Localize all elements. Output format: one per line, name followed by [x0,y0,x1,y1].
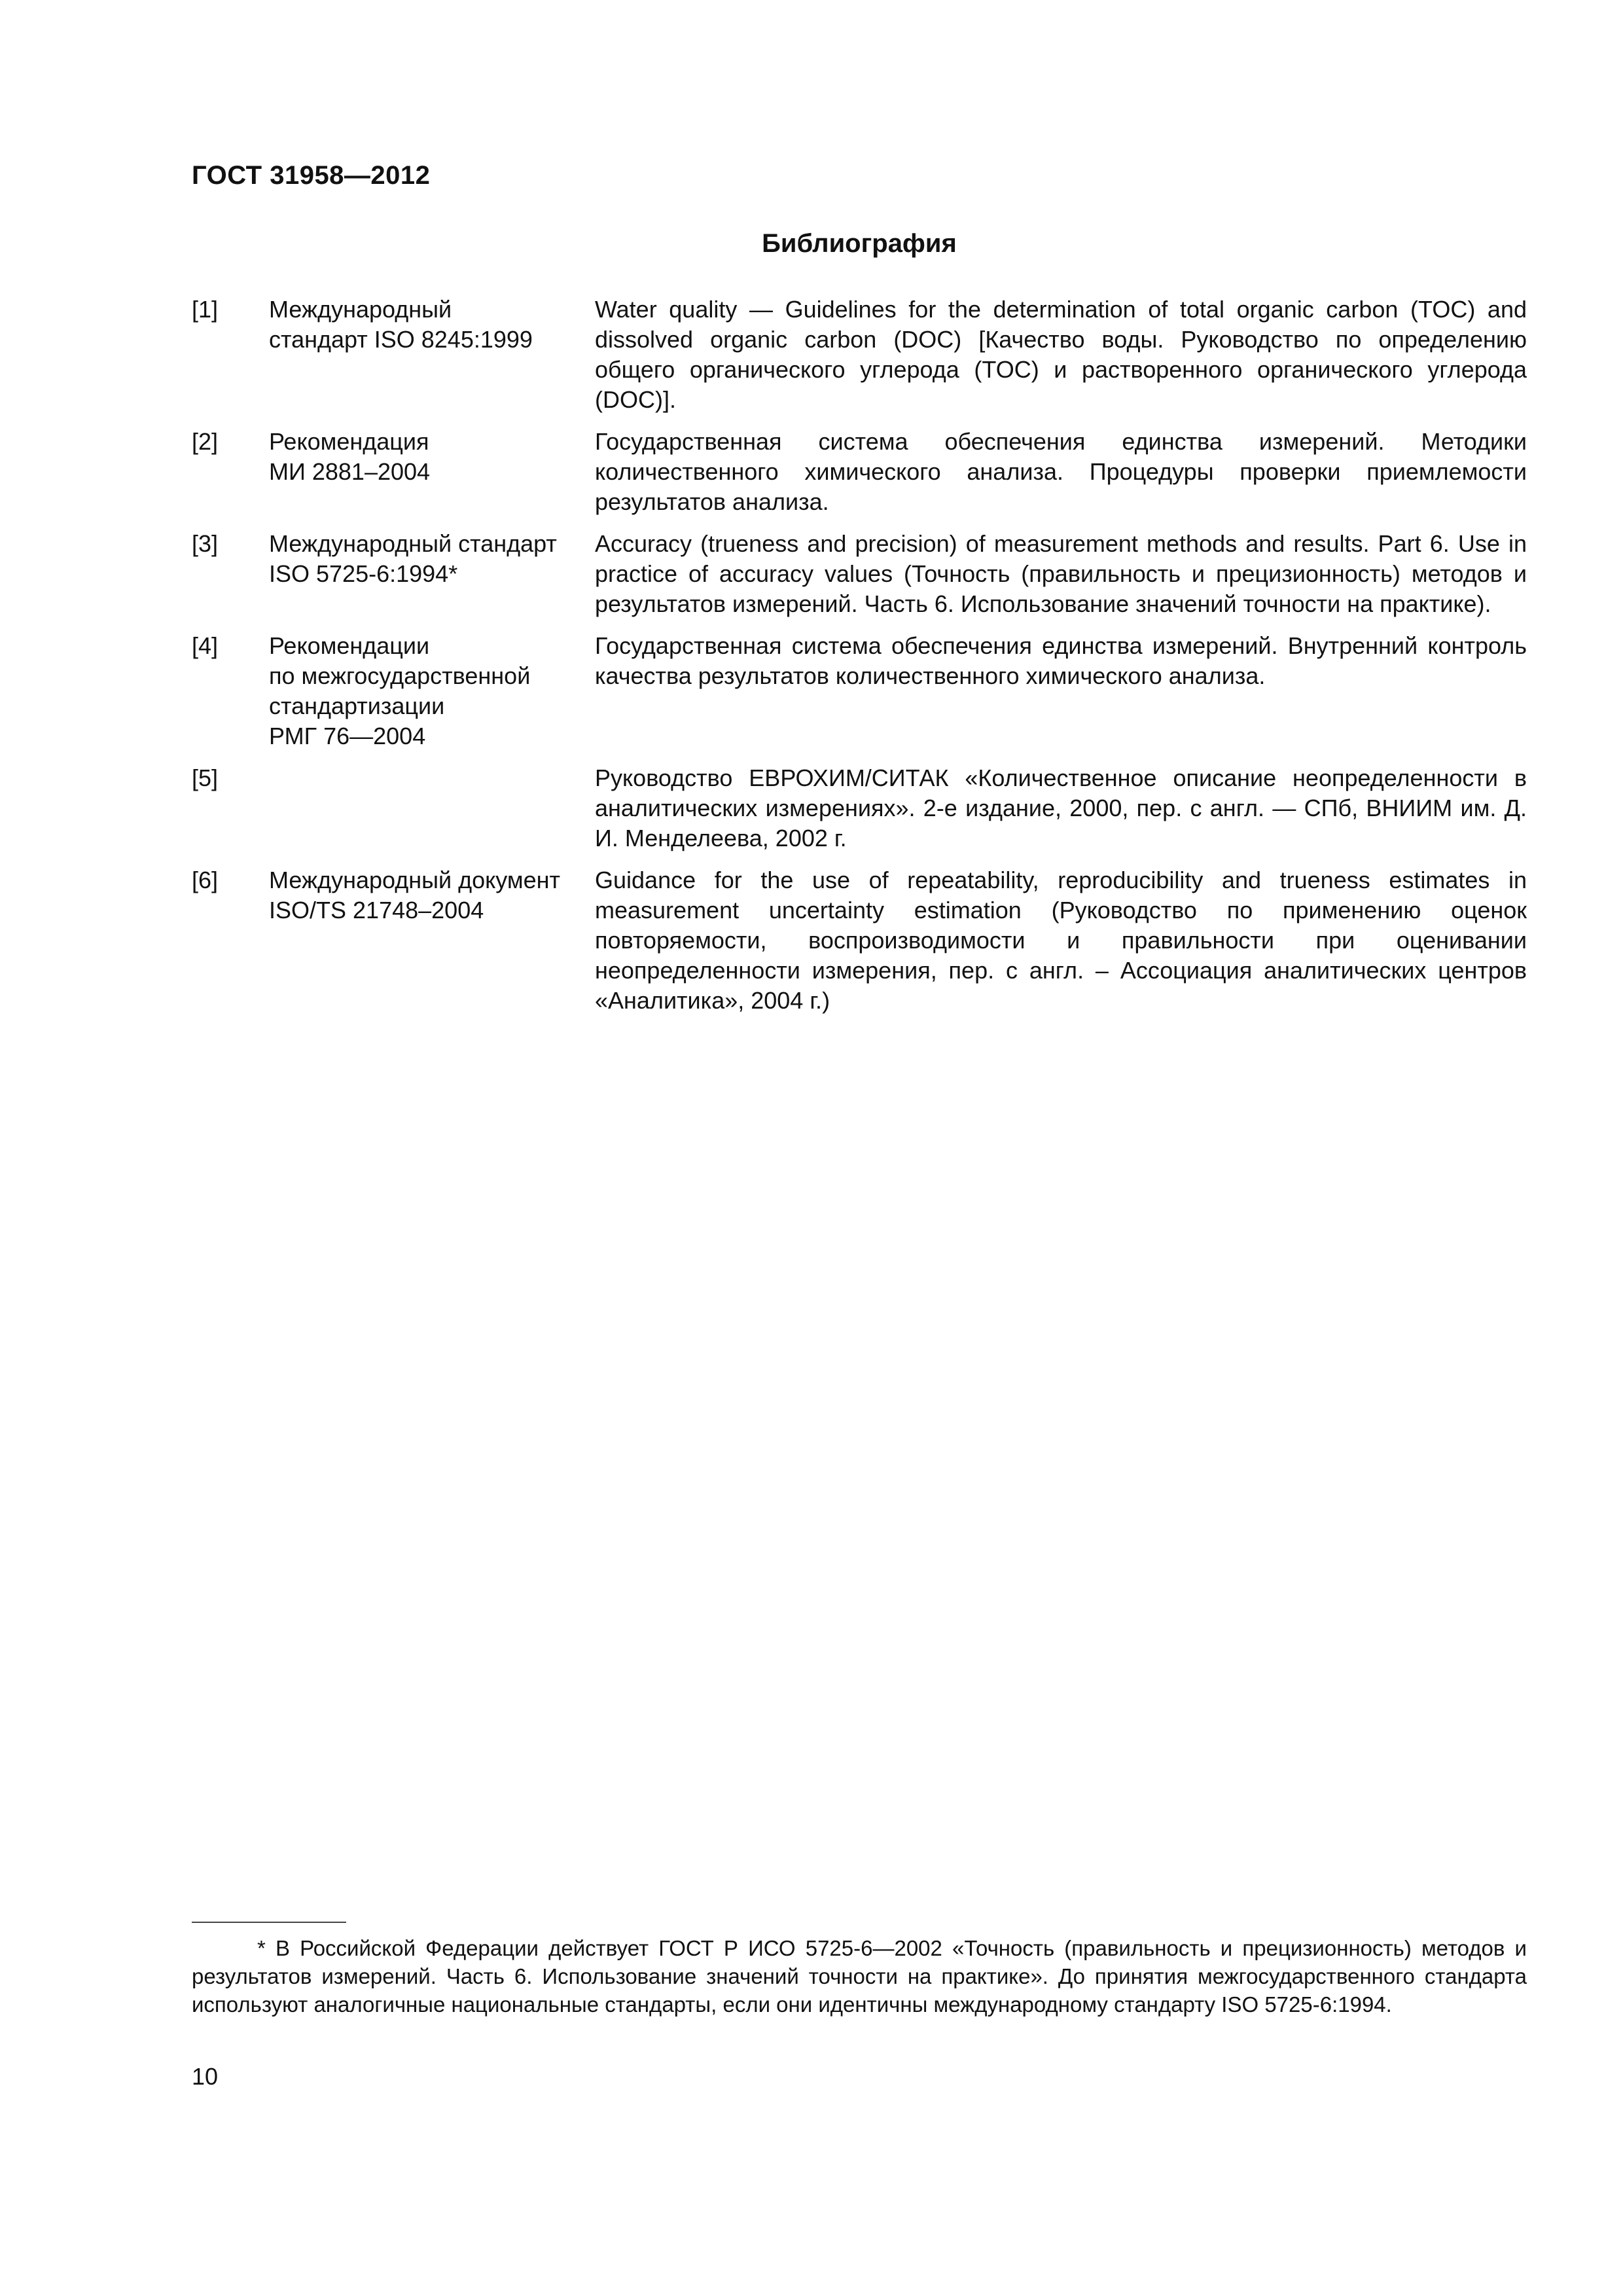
entry-number: [5] [192,764,219,791]
bibliography-entry [192,295,1527,415]
bibliography-entry [192,865,1527,1016]
entry-text: Руководство ЕВРОХИМ/СИТАК «Количественное описание неопределенности в аналитических измерениях». 2-е издание, 2000, пер. с англ. — СПб, ВНИИМ им. Д. И. Менделеева, 2002 г. [595,764,1527,852]
entry-text: Water quality — Guidelines for the determination of total organic carbon (TOC) and dissolved organic carbon (DOC) [Качество воды. Руководство по определению общего органического углерода (TOC) и растворенного органического углерода (DOC)]. [595,296,1527,413]
footnote: * В Российской Федерации действует ГОСТ Р ИСО 5725-6—2002 «Точность (правильность и прецизионность) методов и результатов измерений. Часть 6. Использование значений точности на практике». До принятия межгосударственного стандарта используют аналогичные национальные стандарты, если они идентичны международному стандарту ISO 5725-6:1994. [192,1936,1527,2017]
footnote-divider [192,1922,346,1923]
entry-number: [3] [192,530,219,557]
entry-source: Рекомендация МИ 2881–2004 [269,428,431,485]
document-header: ГОСТ 31958—2012 [192,161,431,190]
entry-source [269,763,595,853]
entry-source: Международный стандарт ISO 5725-6:1994* [269,530,557,587]
entry-number: [4] [192,632,219,659]
entry-text: Государственная система обеспечения единства измерений. Методики количественного химического анализа. Процедуры проверки приемлемости результатов анализа. [595,428,1527,515]
bibliography-list [192,295,1527,1028]
bibliography-entry [192,427,1527,517]
entry-number: [6] [192,867,219,893]
entry-source: Международный стандарт ISO 8245:1999 [269,296,533,353]
entry-source: Рекомендации по межгосударственной стандартизации РМГ 76—2004 [269,632,531,749]
bibliography-entry [192,763,1527,853]
entry-number: [1] [192,296,219,323]
bibliography-title: Библиография [762,229,957,258]
entry-text: Государственная система обеспечения единства измерений. Внутренний контроль качества результатов количественного химического анализа. [595,632,1527,689]
bibliography-entry [192,631,1527,751]
page-number: 10 [192,2063,219,2090]
entry-number: [2] [192,428,219,455]
bibliography-entry [192,529,1527,619]
entry-text: Guidance for the use of repeatability, reproducibility and trueness estimates in measurement uncertainty estimation (Руководство по применению оценок повторяемости, воспроизводимости и правильности при оценивании неопределенности измерения, пер. с англ. – Ассоциация аналитических центров «Аналитика», 2004 г.) [595,867,1527,1014]
entry-text: Accuracy (trueness and precision) of measurement methods and results. Part 6. Use in practice of accuracy values (Точность (правильность и прецизионность) методов и результатов измерений. Часть 6. Использование значений точности на практике). [595,530,1527,617]
entry-source: Международный документ ISO/TS 21748–2004 [269,867,561,924]
